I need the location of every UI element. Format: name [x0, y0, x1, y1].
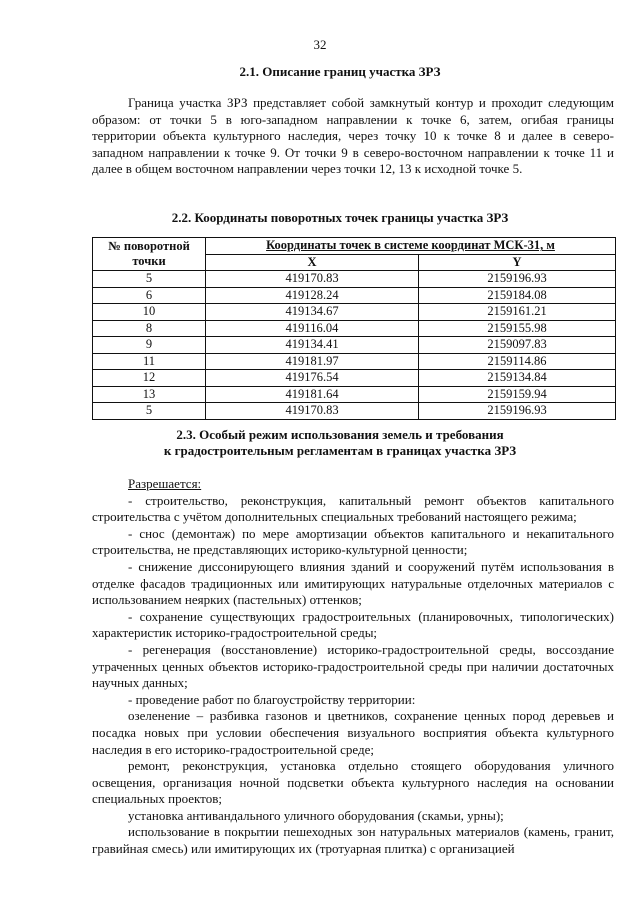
header-coords: Координаты точек в системе координат МСК-31, м	[206, 238, 616, 255]
cell-x: 419181.64	[206, 386, 419, 403]
table-row	[93, 271, 616, 288]
table-row	[93, 320, 616, 337]
table-row	[93, 304, 616, 321]
cell-y: 2159114.86	[419, 353, 616, 370]
header-y: Y	[419, 254, 616, 271]
section-2-3-title	[60, 427, 620, 459]
table-row	[93, 337, 616, 354]
cell-x: 419128.24	[206, 287, 419, 304]
cell-y: 2159196.93	[419, 271, 616, 288]
coordinates-table	[92, 237, 616, 420]
table-row	[93, 287, 616, 304]
cell-x: 419170.83	[206, 403, 419, 420]
section-2-1-body	[92, 95, 614, 178]
header-x: X	[206, 254, 419, 271]
allowed-label: Разрешается:	[128, 476, 202, 491]
section-2-3-body	[92, 476, 614, 858]
cell-point: 5	[93, 403, 206, 420]
cell-x: 419116.04	[206, 320, 419, 337]
cell-y: 2159184.08	[419, 287, 616, 304]
list-item: ремонт, реконструкция, установка отдельно стоящего оборудования уличного освещения, организация ночной подсветки объекта культурного наследия на основании специальных проектов;	[92, 758, 614, 807]
header-point: № поворотной точки	[93, 238, 206, 271]
cell-x: 419134.67	[206, 304, 419, 321]
list-item: - проведение работ по благоустройству территории:	[128, 691, 416, 707]
section-2-2-title: 2.2. Координаты поворотных точек границы участка ЗРЗ	[171, 210, 509, 225]
table-row	[93, 386, 616, 403]
cell-point: 10	[93, 304, 206, 321]
cell-point: 5	[93, 271, 206, 288]
cell-point: 12	[93, 370, 206, 387]
cell-x: 419170.83	[206, 271, 419, 288]
list-item: - регенерация (восстановление) историко-градостроительной среды, воссоздание утраченных ценных объектов историко-градостроительной среды при наличии достаточных научных данных;	[92, 641, 614, 691]
section-2-3-title-line1: 2.3. Особый режим использования земель и требования	[176, 427, 504, 442]
cell-y: 2159155.98	[419, 320, 616, 337]
list-item: - сохранение существующих градостроительных (планировочных, типологических) характеристик историко-градостроительной среды;	[92, 608, 614, 641]
table-row	[93, 353, 616, 370]
list-item: использование в покрытии пешеходных зон натуральных материалов (камень, гранит, гравийная смесь) или имитирующих их (тротуарная плитка) с организацией	[92, 824, 614, 857]
section-2-1-text: Граница участка ЗРЗ представляет собой замкнутый контур и проходит следующим образом: от точки 5 в юго-западном направлении к точке 6, затем, огибая границы территории объекта культурного наследия, через точку 10 к точке 8 и далее в северо-западном направлении к точке 9. От точки 9 в северо-восточном направлении к точке 11 и далее в общем восточном направлении через точки 12, 13 к исходной точке 5.	[92, 95, 614, 177]
cell-y: 2159159.94	[419, 386, 616, 403]
table-header-row	[93, 238, 616, 255]
cell-x: 419181.97	[206, 353, 419, 370]
cell-x: 419134.41	[206, 337, 419, 354]
section-2-3-title-line2: к градостроительным регламентам в границах участка ЗРЗ	[163, 443, 517, 458]
section-2-1-title: 2.1. Описание границ участка ЗРЗ	[239, 64, 441, 79]
table-row	[93, 403, 616, 420]
list-item: озеленение – разбивка газонов и цветников, сохранение ценных пород деревьев и посадка новых при условии обеспечения визуального восприятия объекта культурного наследия в его историко-градостроительной среде;	[92, 708, 614, 757]
cell-y: 2159134.84	[419, 370, 616, 387]
cell-y: 2159097.83	[419, 337, 616, 354]
list-item: - снижение диссонирующего влияния зданий и сооружений путём использования в отделке фасадов традиционных или имитирующих натуральные отделочных материалов с использованием неярких (пастельных) оттенков;	[92, 558, 614, 608]
cell-point: 6	[93, 287, 206, 304]
cell-y: 2159196.93	[419, 403, 616, 420]
page-number: 32	[313, 37, 327, 52]
cell-y: 2159161.21	[419, 304, 616, 321]
cell-point: 13	[93, 386, 206, 403]
list-item: установка антивандального уличного оборудования (скамьи, урны);	[128, 807, 504, 823]
cell-x: 419176.54	[206, 370, 419, 387]
list-item: - снос (демонтаж) по мере амортизации объектов капитального и некапитального строительства, не представляющих историко-культурной ценности;	[92, 525, 614, 558]
table-row	[93, 370, 616, 387]
cell-point: 9	[93, 337, 206, 354]
list-item: - строительство, реконструкция, капитальный ремонт объектов капитального строительства с учётом дополнительных специальных требований настоящего режима;	[92, 492, 614, 525]
cell-point: 11	[93, 353, 206, 370]
cell-point: 8	[93, 320, 206, 337]
